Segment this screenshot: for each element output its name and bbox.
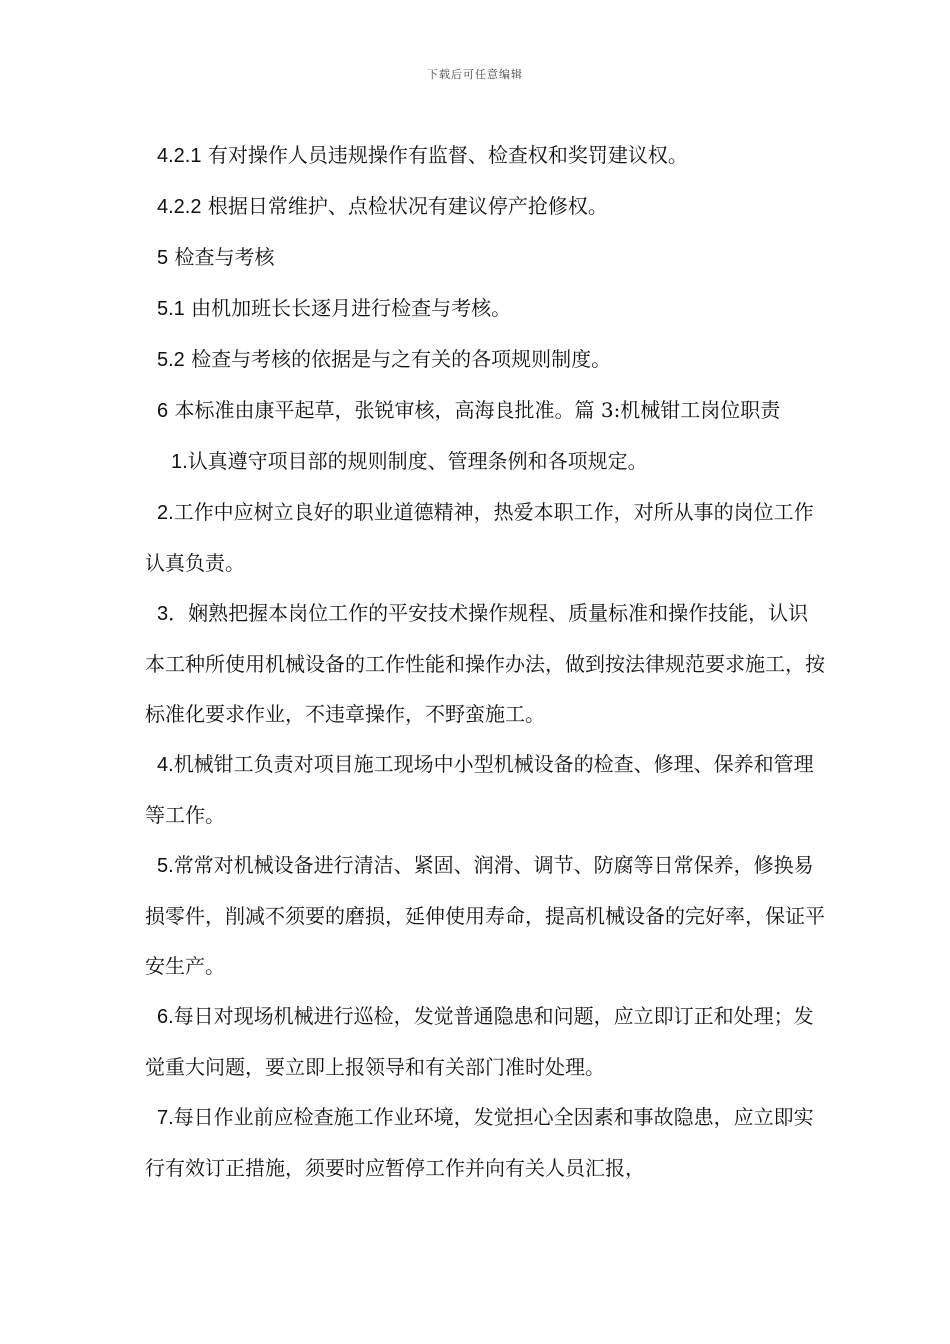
list-number: 2.: [157, 502, 174, 524]
paragraph-text: 本标准由康平起草，张锐审核，高海良批准。篇 3:机械钳工岗位职责: [168, 398, 781, 422]
paragraph-text: 有对操作人员违规操作有监督、检查权和奖罚建议权。: [201, 143, 688, 167]
list-item-2: [145, 487, 825, 588]
list-number: 1.: [171, 451, 188, 473]
paragraph-4-2-1: [145, 130, 825, 181]
paragraph-text: 根据日常维护、点检状况有建议停产抢修权。: [201, 194, 608, 218]
paragraph-text: 常常对机械设备进行清洁、紧固、润滑、调节、防腐等日常保养，修换易损零件，削减不须要的磨损，延伸使用寿命，提高机械设备的完好率，保证平安生产。: [145, 853, 825, 978]
section-number: 4.2.1: [157, 145, 202, 167]
section-number: 5.1: [157, 298, 185, 320]
list-item-6: [145, 991, 825, 1092]
paragraph-text: 由机加班长长逐月进行检查与考核。: [184, 296, 512, 320]
paragraph-text: 每日作业前应检查施工作业环境，发觉担心全因素和事故隐患，应立即实行有效订正措施，须要时应暂停工作并向有关人员汇报，: [145, 1105, 814, 1180]
list-item-7: [145, 1092, 825, 1193]
list-number: 3．: [157, 603, 189, 625]
paragraph-4-2-2: [145, 181, 825, 232]
paragraph-text: 检查与考核的依据是与之有关的各项规则制度。: [184, 347, 612, 371]
list-number: 7.: [157, 1107, 174, 1129]
list-item-5: [145, 840, 825, 991]
paragraph-text: 机械钳工负责对项目施工现场中小型机械设备的检查、修理、保养和管理等工作。: [145, 752, 814, 827]
paragraph-5-2: [145, 334, 825, 385]
heading-section-5: [145, 232, 825, 283]
paragraph-6: [145, 385, 825, 436]
section-number: 5.2: [157, 349, 185, 371]
list-item-4: [145, 739, 825, 840]
paragraph-text: 每日对现场机械进行巡检，发觉普通隐患和问题，应立即订正和处理；发觉重大问题，要立即上报领导和有关部门准时处理。: [145, 1004, 814, 1079]
list-number: 4.: [157, 754, 174, 776]
paragraph-text: 娴熟把握本岗位工作的平安技术操作规程、质量标准和操作技能，认识本工种所使用机械设备的工作性能和操作办法，做到按法律规范要求施工，按标准化要求作业，不违章操作，不野蛮施工。: [145, 601, 825, 726]
page-header: 下载后可任意编辑: [427, 68, 523, 81]
section-number: 5: [157, 247, 169, 269]
document-body: [145, 130, 825, 1193]
list-item-3: [145, 588, 825, 739]
section-number: 6: [157, 400, 169, 422]
paragraph-text: 检查与考核: [168, 245, 275, 269]
paragraph-text: 认真遵守项目部的规则制度、管理条例和各项规定。: [187, 449, 648, 473]
list-number: 5.: [157, 855, 174, 877]
list-number: 6.: [157, 1006, 174, 1028]
paragraph-5-1: [145, 283, 825, 334]
section-number: 4.2.2: [157, 196, 202, 218]
paragraph-text: 工作中应树立良好的职业道德精神，热爱本职工作，对所从事的岗位工作认真负责。: [145, 500, 814, 575]
list-item-1: [145, 436, 825, 487]
